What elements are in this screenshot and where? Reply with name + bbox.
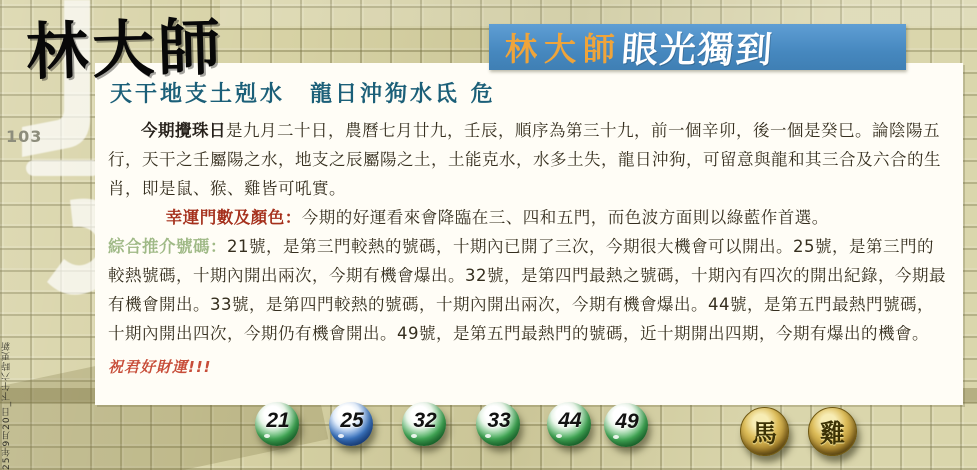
tile-highlight-band <box>220 0 977 26</box>
ball-number: 44 <box>558 409 582 432</box>
ball-glint <box>613 435 619 439</box>
ball-number: 49 <box>615 410 639 433</box>
ball-number: 25 <box>340 409 364 432</box>
ball-number: 33 <box>487 409 511 432</box>
title-banner <box>489 24 906 70</box>
ball-glint <box>338 434 344 438</box>
paragraph-number-picks <box>108 232 949 348</box>
zodiac-character: 雞 <box>819 418 845 448</box>
zodiac-character: 馬 <box>751 418 777 448</box>
paragraph-number-picks-body: 21號，是第三門較熱的號碼，十期內已開了三次，今期很大機會可以開出。25號，是第三門的較熱號碼，十期內開出兩次，今期有機會爆出。32號，是第四門最熱之號碼，十期內有四次的開出紀錄，今期最有機會開出。33號，是第四門較熱的號碼，十期內開出兩次，今期有機會爆出。44號，是第五門最熱門號碼，十期內開出四次，今期仍有機會開出。49號，是第五門最熱門的號碼，近十期開出四期，今期有爆出的機會。 <box>108 237 946 343</box>
article-headline: 天干地支土剋水 龍日沖狗水氐 危 <box>110 82 496 107</box>
paragraph-lucky-doors-lead: 幸運門數及顏色： <box>165 208 302 227</box>
masthead-logo: 林大師 <box>25 10 226 89</box>
lucky-ball-21 <box>255 402 299 446</box>
banner-master-name: 林大師 <box>505 30 623 68</box>
ball-number: 32 <box>413 409 437 432</box>
paragraph-lucky-doors <box>108 203 949 232</box>
banner-slogan: 眼光獨到 <box>620 29 776 71</box>
lucky-ball-44 <box>547 402 591 446</box>
lucky-ball-49 <box>604 403 648 447</box>
ball-glint <box>556 434 562 438</box>
zodiac-badge-horse <box>740 407 789 456</box>
article-panel <box>95 63 963 405</box>
update-timestamp: 25年9月20日_下午六時更新 <box>2 340 12 470</box>
page-number: 103 <box>6 127 43 146</box>
paragraph-draw-info <box>108 116 949 203</box>
good-luck-note: 祝君好財運!!! <box>108 358 212 376</box>
paragraph-draw-info-body: 是九月二十日，農曆七月廿九，壬辰，順序為第三十九，前一個辛卯，後一個是癸巳。論陰陽五行，天干之壬屬陽之水，地支之辰屬陽之土，土能克水，水多土失，龍日沖狗，可留意與龍和其三合及六合的生肖，即是鼠、猴、雞皆可吼實。 <box>108 121 941 198</box>
zodiac-badge-rooster <box>808 407 857 456</box>
lucky-ball-33 <box>476 402 520 446</box>
ball-glint <box>264 434 270 438</box>
paragraph-draw-info-lead: 今期攪珠日 <box>141 121 226 140</box>
paragraph-number-picks-lead: 綜合推介號碼： <box>108 237 227 256</box>
ball-number: 21 <box>266 409 290 432</box>
ball-glint <box>485 434 491 438</box>
lucky-ball-25 <box>329 402 373 446</box>
lucky-ball-32 <box>402 402 446 446</box>
paragraph-lucky-doors-body: 今期的好運看來會降臨在三、四和五門，而色波方面則以綠藍作首選。 <box>301 208 829 227</box>
ball-glint <box>411 434 417 438</box>
